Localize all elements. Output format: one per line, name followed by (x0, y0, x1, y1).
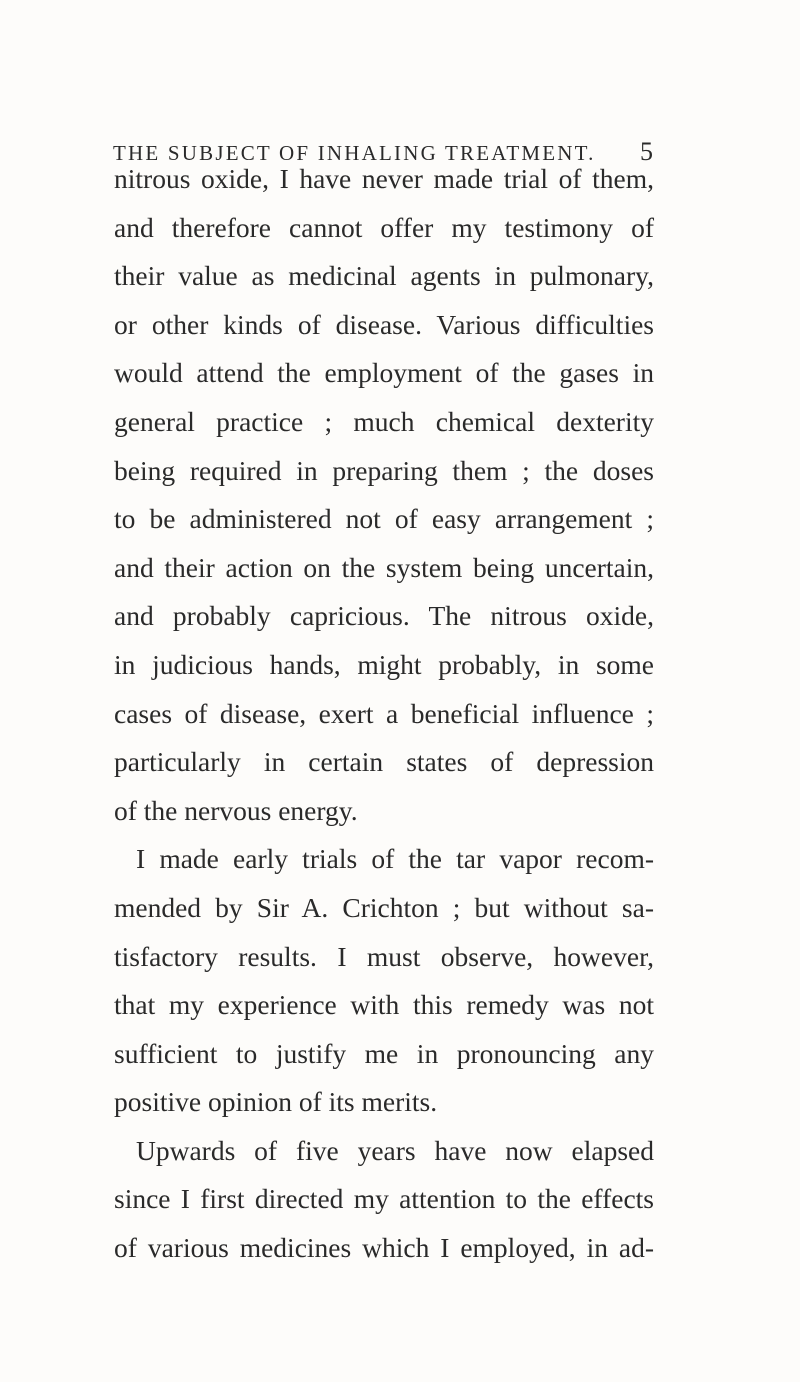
paragraph-start-line: I made early trials of the tar vapor recom- (136, 843, 654, 875)
body-text (114, 155, 654, 1273)
paragraph-end-line: positive opinion of its merits. (114, 1086, 438, 1118)
text-line: to be administered not of easy arrangement ; (114, 503, 654, 535)
paragraph-end-line: of the nervous energy. (114, 794, 358, 826)
text-line: general practice ; much chemical dexterity (114, 405, 654, 437)
text-line: mended by Sir A. Crichton ; but without sa- (114, 891, 654, 923)
running-head-title: THE SUBJECT OF INHALING TREATMENT. (113, 141, 596, 165)
text-line: and their action on the system being uncertain, (114, 551, 654, 583)
paragraph-start-line: Upwards of five years have now elapsed (136, 1134, 654, 1166)
text-line: and therefore cannot offer my testimony of (114, 211, 654, 243)
text-line: cases of disease, exert a beneficial influence ; (114, 697, 654, 729)
text-line: that my experience with this remedy was not (114, 989, 654, 1021)
text-line: of various medicines which I employed, in ad- (114, 1232, 654, 1264)
text-line: sufficient to justify me in pronouncing any (114, 1037, 654, 1069)
text-line: tisfactory results. I must observe, however, (114, 940, 654, 972)
text-line: nitrous oxide, I have never made trial of them, (114, 163, 654, 194)
text-line: being required in preparing them ; the doses (114, 454, 654, 486)
text-line: particularly in certain states of depression (114, 746, 654, 778)
text-line: or other kinds of disease. Various difficulties (114, 308, 654, 340)
text-line: since I first directed my attention to the effects (114, 1183, 654, 1215)
text-line: and probably capricious. The nitrous oxide, (114, 600, 654, 632)
page-number: 5 (640, 137, 653, 166)
text-line: in judicious hands, might probably, in some (114, 648, 654, 680)
text-line: would attend the employment of the gases in (114, 357, 654, 389)
text-line: their value as medicinal agents in pulmonary, (114, 260, 654, 292)
